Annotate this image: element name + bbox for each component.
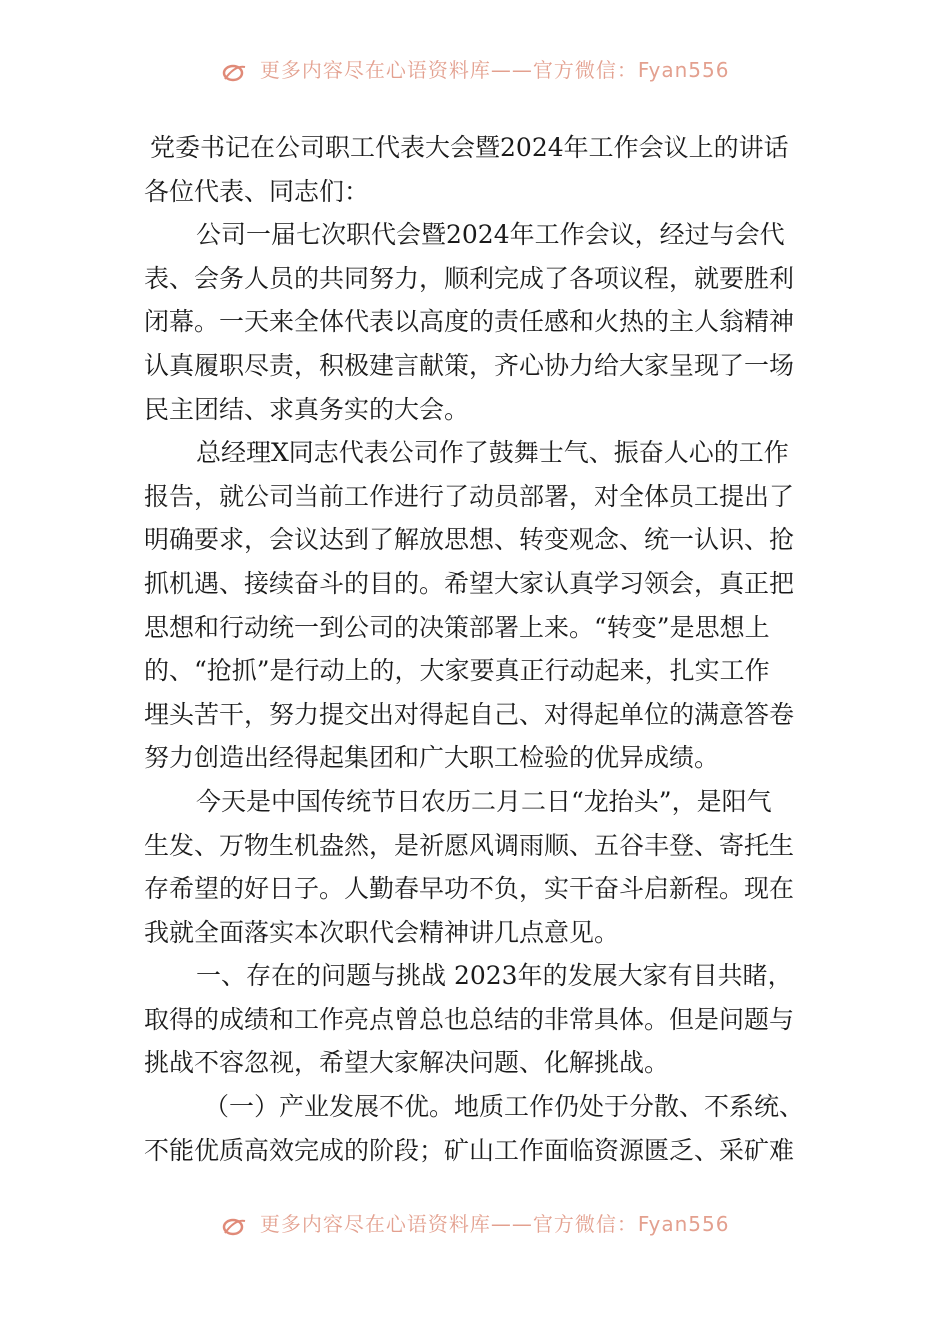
text-line: 一、存在的问题与挑战 2023年的发展大家有目共睹， bbox=[196, 961, 793, 991]
watermark-text: 更多内容尽在心语资料库——官方微信：Fyan556 bbox=[259, 1212, 730, 1236]
text-line: 各位代表、同志们： bbox=[144, 176, 370, 206]
text-line: 闭幕。一天来全体代表以高度的责任感和火热的主人翁精神 bbox=[144, 307, 795, 337]
text-line: 存希望的好日子。人勤春早功不负，实干奋斗启新程。现在 bbox=[144, 874, 795, 904]
text-line: 公司一届七次职代会暨2024年工作会议，经过与会代 bbox=[196, 220, 785, 250]
text-line: 我就全面落实本次职代会精神讲几点意见。 bbox=[144, 917, 620, 947]
text-line: 挑战不容忽视，希望大家解决问题、化解挑战。 bbox=[144, 1048, 670, 1078]
text-line: 不能优质高效完成的阶段；矿山工作面临资源匮乏、采矿难 bbox=[144, 1135, 795, 1165]
text-line: 努力创造出经得起集团和广大职工检验的优异成绩。 bbox=[144, 743, 720, 773]
text-line: 表、会务人员的共同努力，顺利完成了各项议程，就要胜利 bbox=[144, 263, 795, 293]
watermark-bottom bbox=[0, 1208, 950, 1237]
text-line: 埋头苦干，努力提交出对得起自己、对得起单位的满意答卷 bbox=[144, 699, 795, 729]
text-line: 总经理X同志代表公司作了鼓舞士气、振奋人心的工作 bbox=[196, 438, 789, 468]
text-line: 生发、万物生机盎然，是祈愿风调雨顺、五谷丰登、寄托生 bbox=[144, 830, 795, 860]
text-line: 报告，就公司当前工作进行了动员部署，对全体员工提出了 bbox=[144, 481, 795, 511]
document-body bbox=[144, 126, 809, 1172]
watermark-logo-icon bbox=[221, 61, 247, 83]
watermark-text: 更多内容尽在心语资料库——官方微信：Fyan556 bbox=[259, 58, 730, 82]
watermark-logo-icon bbox=[221, 1215, 247, 1237]
text-line: 今天是中国传统节日农历二月二日“龙抬头”，是阳气 bbox=[196, 786, 772, 816]
text-line: 认真履职尽责，积极建言献策，齐心协力给大家呈现了一场 bbox=[144, 350, 795, 380]
text-line: 抓机遇、接续奋斗的目的。希望大家认真学习领会，真正把 bbox=[144, 568, 795, 598]
watermark-top bbox=[0, 54, 950, 83]
text-line: 取得的成绩和工作亮点曾总也总结的非常具体。但是问题与 bbox=[144, 1004, 795, 1034]
text-line: 思想和行动统一到公司的决策部署上来。“转变”是思想上 bbox=[144, 612, 770, 642]
text-line: 的、“抢抓”是行动上的，大家要真正行动起来，扎实工作 bbox=[144, 656, 770, 686]
document-title: 党委书记在公司职工代表大会暨2024年工作会议上的讲话 bbox=[150, 133, 789, 162]
text-line: 民主团结、求真务实的大会。 bbox=[144, 394, 470, 424]
text-line: 明确要求，会议达到了解放思想、转变观念、统一认识、抢 bbox=[144, 525, 795, 555]
text-line: （一）产业发展不优。地质工作仍处于分散、不系统、 bbox=[204, 1092, 805, 1122]
